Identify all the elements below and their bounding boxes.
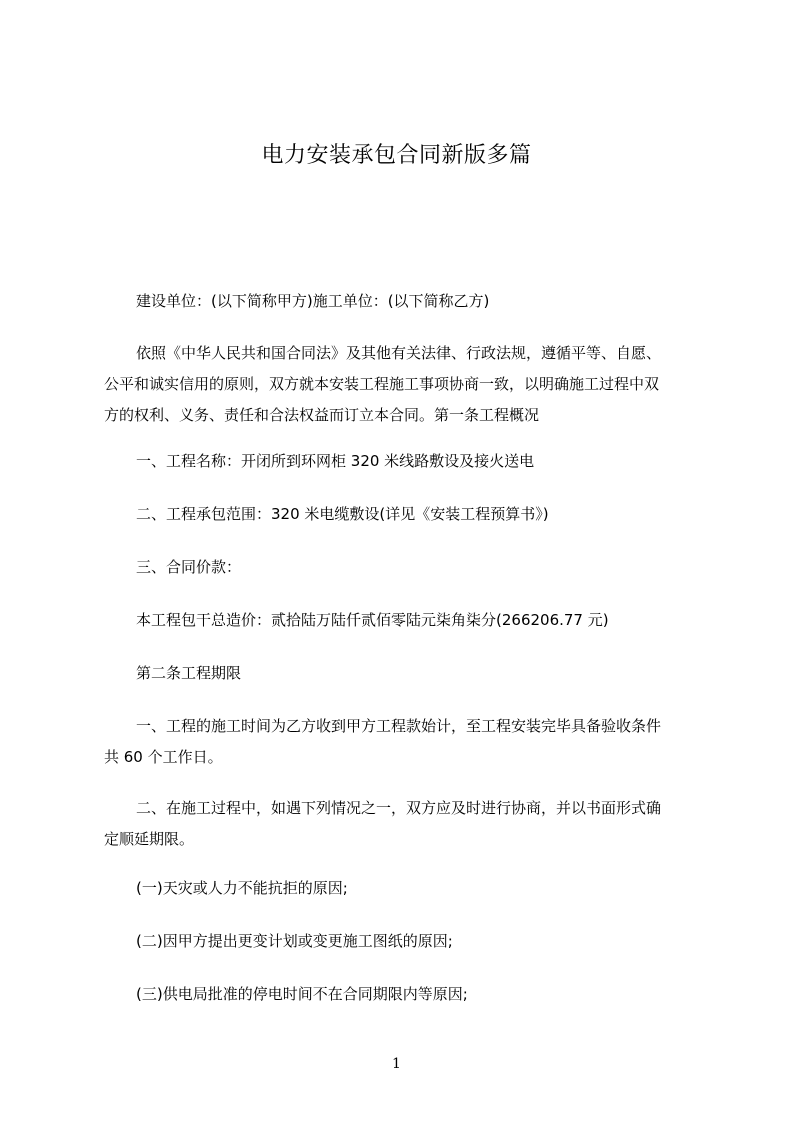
paragraph-article-two-heading xyxy=(104,658,702,689)
paragraph-line: 依照《中华人民共和国合同法》及其他有关法律、行政法规，遵循平等、自愿、 xyxy=(136,344,662,362)
paragraph-extension-conditions xyxy=(104,793,702,855)
paragraph-line: 二、在施工过程中，如遇下列情况之一，双方应及时进行协商，并以书面形式确 xyxy=(136,799,662,817)
paragraph-line: 一、工程的施工时间为乙方收到甲方工程款始计，至工程安装完毕具备验收条件 xyxy=(136,717,662,735)
paragraph-line: 共 60 个工作日。 xyxy=(104,748,223,766)
page-number: 1 xyxy=(392,1056,401,1072)
paragraph-line: 公平和诚实信用的原则，双方就本安装工程施工事项协商一致，以明确施工过程中双 xyxy=(104,375,660,393)
paragraph-line: 二、工程承包范围：320 米电缆敷设(详见《安装工程预算书》) xyxy=(136,505,549,523)
paragraph-condition-three xyxy=(104,979,702,1010)
paragraph-condition-one xyxy=(104,873,702,904)
paragraph-construction-period xyxy=(104,711,702,773)
paragraph-project-name xyxy=(104,446,702,477)
document-title: 电力安装承包合同新版多篇 xyxy=(261,143,532,168)
paragraph-condition-two xyxy=(104,926,702,957)
paragraph-line: (一)天灾或人力不能抗拒的原因; xyxy=(136,879,348,897)
paragraph-line: 本工程包干总造价：贰拾陆万陆仟贰佰零陆元柒角柒分(266206.77 元) xyxy=(136,611,609,629)
paragraph-contract-price-heading xyxy=(104,552,702,583)
paragraph-line: 方的权利、义务、责任和合法权益而订立本合同。第一条工程概况 xyxy=(104,406,540,424)
paragraph-total-price xyxy=(104,605,702,636)
paragraph-project-scope xyxy=(104,499,702,530)
paragraph-line: 定顺延期限。 xyxy=(104,830,195,848)
paragraph-line: 建设单位：(以下简称甲方)施工单位：(以下简称乙方) xyxy=(136,292,490,310)
paragraph-parties xyxy=(104,286,702,317)
paragraph-line: 三、合同价款： xyxy=(136,558,242,576)
paragraph-line: 一、工程名称：开闭所到环网柜 320 米线路敷设及接火送电 xyxy=(136,452,535,470)
paragraph-line: (二)因甲方提出更变计划或变更施工图纸的原因; xyxy=(136,932,453,950)
paragraph-line: 第二条工程期限 xyxy=(136,664,242,682)
paragraph-preamble xyxy=(104,338,702,431)
paragraph-line: (三)供电局批准的停电时间不在合同期限内等原因; xyxy=(136,985,468,1003)
